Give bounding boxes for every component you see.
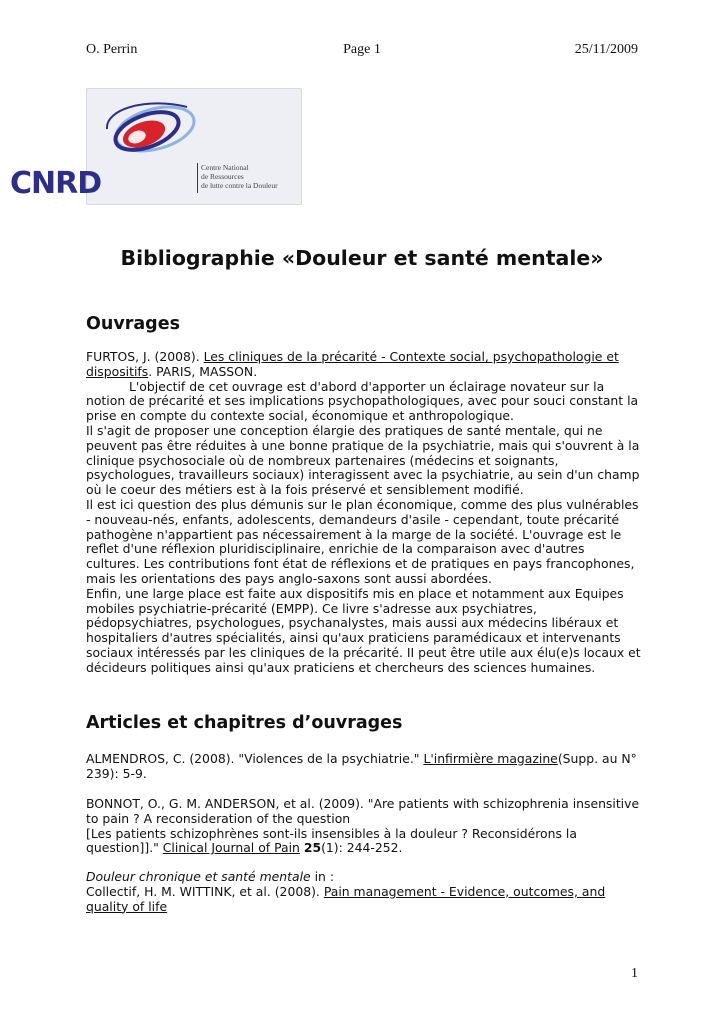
abstract-paragraph: L'objectif de cet ouvrage est d'abord d'apporter un éclairage novateur sur la notion de précarité et ses implications psychopathologiques, avec pour souci constant la prise en compte du contexte social, économique et anthropologique. <box>86 378 639 424</box>
reference-furtos <box>86 350 642 380</box>
logo-subtitle-line: Centre National <box>201 163 249 172</box>
article-reference-bonnot <box>86 797 642 856</box>
reference-authors: Collectif, H. M. WITTINK, et al. (2008). <box>86 883 324 899</box>
header-author: O. Perrin <box>86 42 138 57</box>
abstract-paragraph: Il est ici question des plus démunis sur le plan économique, comme des plus vulnérables - nouveau-nés, enfants, adolescents, demandeurs d'asile - cependant, toute précarité pathogène n'appartient pas nécessairement à la marge de la société. L'ouvrage est le reflet d'une réflexion pluridisciplinaire, enrichie de la comparaison avec d'autres cultures. Les contributions font état de réflexions et de pratiques en pays francophones, mais les orientations des pays anglo-saxons sont aussi abordées. <box>86 496 639 586</box>
abstract-paragraph: Il s'agit de proposer une conception élargie des pratiques de santé mentale, qui ne peuvent pas être réduites à une bonne pratique de la psychiatrie, mais qui s'ouvrent à la clinique psychosociale où de nombreux partenaires (médecins et soignants, psychologues, travailleurs sociaux) interagissent avec la psychiatrie, au sein d'un champ où le coeur des métiers est à la fois préservé et sensiblement modifié. <box>86 422 640 498</box>
journal-link[interactable]: L'infirmière magazine <box>423 751 558 766</box>
journal-volume: 25 <box>303 840 322 856</box>
section-heading-articles: Articles et chapitres d’ouvrages <box>86 713 403 733</box>
book-title: Douleur chronique et santé mentale <box>86 869 311 884</box>
reference-title-link[interactable]: Les cliniques de la précarité - Contexte social, psychopathologie et dispositifs <box>86 349 619 379</box>
reference-rest: (Supp. au N° 239): 5-9. <box>86 751 637 781</box>
section-heading-ouvrages: Ouvrages <box>86 314 180 334</box>
journal-link[interactable]: Clinical Journal of Pain <box>162 840 300 856</box>
reference-publisher: . PARIS, MASSON. <box>148 363 258 379</box>
logo-subtitle <box>201 163 297 190</box>
page-number: 1 <box>631 966 638 981</box>
abstract-paragraph: Enfin, une large place est faite aux dispositifs mis en place et notamment aux Equipes mobiles psychiatrie-précarité (EMPP). Ce livre s'adresse aux psychiatres, pédopsychiatres, psychologues, psychanalystes, mais aussi aux médecins libéraux et hospitaliers d'autres spécialités, ainsi qu'aux praticiens paramédicaux et intervenants sociaux intéressés par les cliniques de la précarité. II peut être utile aux élu(e)s locaux et décideurs politiques ainsi qu'aux praticiens et chercheurs des sciences humaines. <box>86 585 641 675</box>
reference-title-link[interactable]: Pain management - Evidence, outcomes, and quality of life <box>86 883 606 914</box>
article-reference-wittink <box>86 870 642 914</box>
header-page: Page 1 <box>343 42 381 57</box>
reference-text: BONNOT, O., G. M. ANDERSON, et al. (2009). "Are patients with schizophrenia insensitive to pain ? A reconsideration of the question <box>86 796 640 826</box>
reference-text: ALMENDROS, C. (2008). "Violences de la psychiatrie." <box>86 751 424 766</box>
article-reference-almendros <box>86 752 642 782</box>
logo-subtitle-line: de Ressources <box>201 172 244 181</box>
header-date: 25/11/2009 <box>574 42 638 57</box>
logo-divider <box>197 163 198 193</box>
reference-rest: (1): 244-252. <box>321 840 403 856</box>
reference-in: in : <box>310 869 335 884</box>
logo-wordmark: CNRD <box>10 166 102 201</box>
page-header <box>86 42 638 62</box>
logo-subtitle-line: de lutte contre la Douleur <box>201 181 278 190</box>
ouvrages-entry <box>86 350 642 676</box>
reference-authors: FURTOS, J. (2008). <box>86 349 204 364</box>
document-title: Bibliographie «Douleur et santé mentale» <box>120 246 604 270</box>
reference-text: [Les patients schizophrènes sont-ils insensibles à la douleur ? Reconsidérons la question]]." <box>86 825 577 856</box>
